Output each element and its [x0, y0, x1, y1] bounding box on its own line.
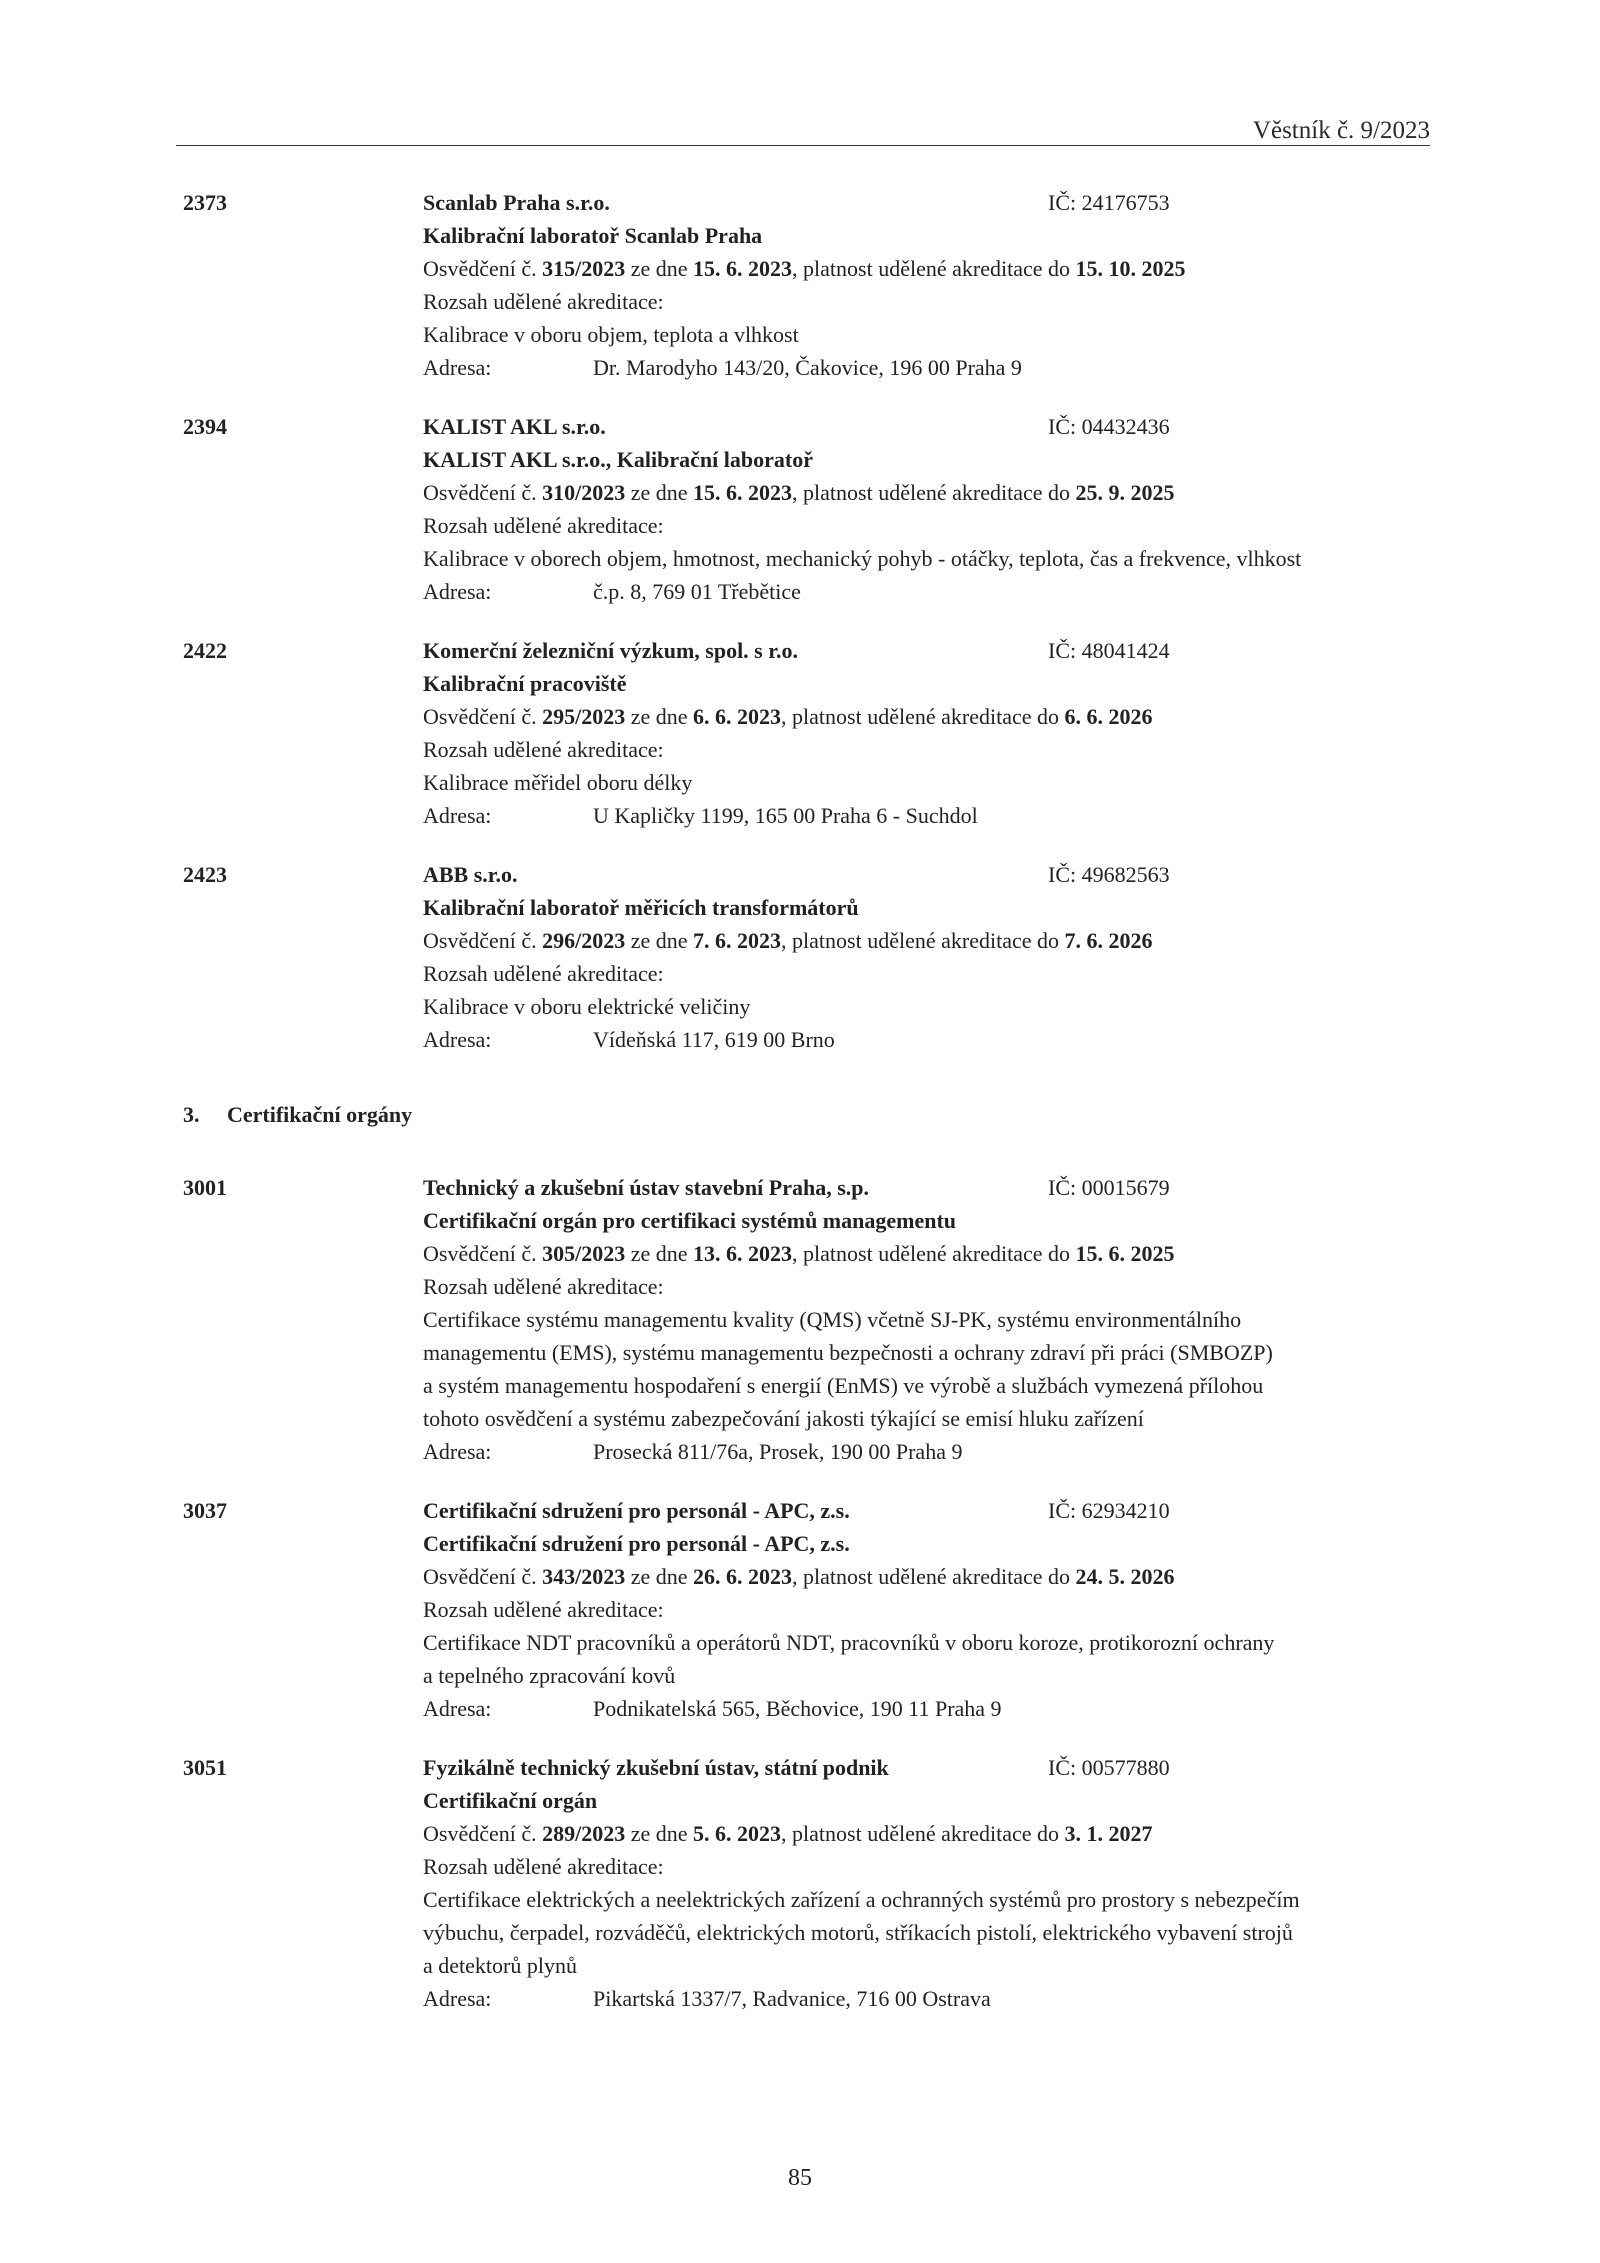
- cert-prefix: Osvědčení č.: [423, 256, 543, 281]
- cert-mid2: , platnost udělené akreditace do: [792, 1241, 1076, 1266]
- cert-valid-until: 25. 9. 2025: [1075, 480, 1175, 505]
- certificate-line: [423, 1560, 1433, 1593]
- address-value: Dr. Marodyho 143/20, Čakovice, 196 00 Praha 9: [593, 355, 1022, 380]
- cert-mid: ze dne: [625, 256, 694, 281]
- certification-entries: [183, 1171, 1433, 2015]
- entry-body: [423, 858, 1433, 1056]
- cert-mid: ze dne: [625, 1241, 694, 1266]
- cert-date: 26. 6. 2023: [693, 1564, 793, 1589]
- entry-number: 2422: [183, 638, 227, 663]
- organization-name: ABB s.r.o.: [423, 862, 518, 887]
- certificate-line: [423, 252, 1433, 285]
- section-title: Certifikační orgány: [227, 1102, 413, 1127]
- scope-line: Certifikace elektrických a neelektrických zařízení a ochranných systémů pro prostory s nebezpečím: [423, 1887, 1300, 1912]
- header-title: Věstník č. 9/2023: [1252, 117, 1430, 144]
- address-label: Adresa:: [423, 1986, 492, 2011]
- cert-date: 5. 6. 2023: [693, 1821, 782, 1846]
- lab-name: Kalibrační laboratoř měřicích transformátorů: [423, 895, 859, 920]
- cert-date: 15. 6. 2023: [693, 480, 793, 505]
- scope-label: Rozsah udělené akreditace:: [423, 289, 664, 314]
- accreditation-entry: [183, 634, 1433, 832]
- address-value: č.p. 8, 769 01 Třebětice: [593, 579, 801, 604]
- cert-number: 343/2023: [542, 1564, 626, 1589]
- entry-header-line: [423, 1751, 1433, 1784]
- cert-mid2: , platnost udělené akreditace do: [781, 928, 1065, 953]
- cert-valid-until: 6. 6. 2026: [1064, 704, 1153, 729]
- ico-number: IČ: 04432436: [1048, 414, 1170, 439]
- cert-date: 6. 6. 2023: [693, 704, 782, 729]
- scope-label: Rozsah udělené akreditace:: [423, 513, 664, 538]
- address-line: [423, 799, 1433, 832]
- accreditation-entry: [183, 858, 1433, 1056]
- ico-number: IČ: 49682563: [1048, 862, 1170, 887]
- scope-line: tohoto osvědčení a systému zabezpečování jakosti týkající se emisí hluku zařízení: [423, 1406, 1144, 1431]
- lab-name: Certifikační orgán pro certifikaci systémů managementu: [423, 1208, 957, 1233]
- scope-label: Rozsah udělené akreditace:: [423, 1597, 664, 1622]
- address-line: [423, 351, 1433, 384]
- address-label: Adresa:: [423, 355, 492, 380]
- scope-label: Rozsah udělené akreditace:: [423, 961, 664, 986]
- address-value: Vídeňská 117, 619 00 Brno: [593, 1027, 835, 1052]
- certificate-line: [423, 924, 1433, 957]
- cert-number: 305/2023: [542, 1241, 626, 1266]
- organization-name: Scanlab Praha s.r.o.: [423, 190, 610, 215]
- scope-label: Rozsah udělené akreditace:: [423, 1854, 664, 1879]
- scope-label: Rozsah udělené akreditace:: [423, 1274, 664, 1299]
- scope-text: Kalibrace měřidel oboru délky: [423, 770, 693, 795]
- certificate-line: [423, 476, 1433, 509]
- cert-mid2: , platnost udělené akreditace do: [781, 704, 1065, 729]
- certificate-line: [423, 700, 1433, 733]
- entry-body: [423, 1494, 1433, 1725]
- cert-prefix: Osvědčení č.: [423, 1821, 543, 1846]
- scope-line: Certifikace systému managementu kvality (QMS) včetně SJ-PK, systému environmentálního: [423, 1307, 1242, 1332]
- scope-line: a tepelného zpracování kovů: [423, 1663, 676, 1688]
- section-number: 3.: [183, 1102, 200, 1127]
- entry-number: 2373: [183, 190, 227, 215]
- address-line: [423, 1023, 1433, 1056]
- scope-text: Kalibrace v oborech objem, hmotnost, mechanický pohyb - otáčky, teplota, čas a frekvence, vlhkost: [423, 546, 1302, 571]
- address-value: U Kapličky 1199, 165 00 Praha 6 - Suchdol: [593, 803, 978, 828]
- entry-number: 3037: [183, 1498, 227, 1523]
- certificate-line: [423, 1817, 1433, 1850]
- cert-mid2: , platnost udělené akreditace do: [781, 1821, 1065, 1846]
- cert-valid-until: 7. 6. 2026: [1064, 928, 1153, 953]
- cert-valid-until: 24. 5. 2026: [1075, 1564, 1175, 1589]
- cert-valid-until: 15. 6. 2025: [1075, 1241, 1175, 1266]
- cert-prefix: Osvědčení č.: [423, 1241, 543, 1266]
- accreditation-entry: [183, 1494, 1433, 1725]
- entry-number: 3001: [183, 1175, 227, 1200]
- accreditation-entry: [183, 410, 1433, 608]
- cert-number: 310/2023: [542, 480, 626, 505]
- address-value: Pikartská 1337/7, Radvanice, 716 00 Ostrava: [593, 1986, 991, 2011]
- cert-mid: ze dne: [625, 1821, 694, 1846]
- scope-label: Rozsah udělené akreditace:: [423, 737, 664, 762]
- organization-name: Technický a zkušební ústav stavební Praha, s.p.: [423, 1175, 870, 1200]
- address-label: Adresa:: [423, 1696, 492, 1721]
- address-value: Podnikatelská 565, Běchovice, 190 11 Praha 9: [593, 1696, 1002, 1721]
- entry-header-line: [423, 410, 1433, 443]
- scope-text: [423, 1303, 1433, 1435]
- ico-number: IČ: 62934210: [1048, 1498, 1170, 1523]
- entry-header-line: [423, 634, 1433, 667]
- address-line: [423, 1692, 1433, 1725]
- entry-header-line: [423, 858, 1433, 891]
- scope-line: a detektorů plynů: [423, 1953, 577, 1978]
- cert-prefix: Osvědčení č.: [423, 704, 543, 729]
- cert-number: 315/2023: [542, 256, 626, 281]
- cert-number: 289/2023: [542, 1821, 626, 1846]
- ico-number: IČ: 00015679: [1048, 1175, 1170, 1200]
- entry-number: 2423: [183, 862, 227, 887]
- entry-header-line: [423, 186, 1433, 219]
- scope-text: [423, 1883, 1433, 1982]
- scope-line: výbuchu, čerpadel, rozváděčů, elektrických motorů, stříkacích pistolí, elektrického vybavení strojů: [423, 1920, 1293, 1945]
- cert-date: 13. 6. 2023: [693, 1241, 793, 1266]
- scope-text: [423, 1626, 1433, 1692]
- cert-number: 295/2023: [542, 704, 626, 729]
- cert-mid2: , platnost udělené akreditace do: [792, 1564, 1076, 1589]
- header-rule: [176, 145, 1430, 146]
- cert-prefix: Osvědčení č.: [423, 928, 543, 953]
- cert-mid: ze dne: [625, 1564, 694, 1589]
- lab-name: Certifikační orgán: [423, 1788, 598, 1813]
- certificate-line: [423, 1237, 1433, 1270]
- laboratory-entries: [183, 186, 1433, 1056]
- cert-number: 296/2023: [542, 928, 626, 953]
- entry-body: [423, 1171, 1433, 1468]
- section-heading: [183, 1098, 1433, 1131]
- organization-name: Komerční železniční výzkum, spol. s r.o.: [423, 638, 798, 663]
- cert-mid: ze dne: [625, 480, 694, 505]
- address-label: Adresa:: [423, 1027, 492, 1052]
- entry-number: 2394: [183, 414, 227, 439]
- lab-name: Certifikační sdružení pro personál - APC, z.s.: [423, 1531, 850, 1556]
- address-line: [423, 575, 1433, 608]
- cert-mid: ze dne: [625, 704, 694, 729]
- cert-prefix: Osvědčení č.: [423, 480, 543, 505]
- cert-date: 15. 6. 2023: [693, 256, 793, 281]
- page-number: 85: [788, 2165, 812, 2191]
- document-content: [183, 186, 1433, 2041]
- address-label: Adresa:: [423, 579, 492, 604]
- entry-number: 3051: [183, 1755, 227, 1780]
- cert-valid-until: 15. 10. 2025: [1075, 256, 1186, 281]
- scope-line: managementu (EMS), systému managementu bezpečnosti a ochrany zdraví při práci (SMBOZP): [423, 1340, 1273, 1365]
- entry-header-line: [423, 1494, 1433, 1527]
- lab-name: Kalibrační laboratoř Scanlab Praha: [423, 223, 763, 248]
- accreditation-entry: [183, 1171, 1433, 1468]
- ico-number: IČ: 24176753: [1048, 190, 1170, 215]
- lab-name: Kalibrační pracoviště: [423, 671, 627, 696]
- address-line: [423, 1435, 1433, 1468]
- ico-number: IČ: 00577880: [1048, 1755, 1170, 1780]
- entry-header-line: [423, 1171, 1433, 1204]
- entry-body: [423, 186, 1433, 384]
- accreditation-entry: [183, 186, 1433, 384]
- entry-body: [423, 410, 1433, 608]
- organization-name: KALIST AKL s.r.o.: [423, 414, 606, 439]
- scope-text: Kalibrace v oboru objem, teplota a vlhkost: [423, 322, 799, 347]
- address-label: Adresa:: [423, 803, 492, 828]
- cert-valid-until: 3. 1. 2027: [1064, 1821, 1153, 1846]
- lab-name: KALIST AKL s.r.o., Kalibrační laboratoř: [423, 447, 813, 472]
- entry-body: [423, 1751, 1433, 2015]
- scope-text: Kalibrace v oboru elektrické veličiny: [423, 994, 751, 1019]
- ico-number: IČ: 48041424: [1048, 638, 1170, 663]
- cert-mid: ze dne: [625, 928, 694, 953]
- cert-date: 7. 6. 2023: [693, 928, 782, 953]
- scope-line: a systém managementu hospodaření s energií (EnMS) ve výrobě a službách vymezená přílohou: [423, 1373, 1264, 1398]
- entry-body: [423, 634, 1433, 832]
- cert-prefix: Osvědčení č.: [423, 1564, 543, 1589]
- accreditation-entry: [183, 1751, 1433, 2015]
- cert-mid2: , platnost udělené akreditace do: [792, 480, 1076, 505]
- address-label: Adresa:: [423, 1439, 492, 1464]
- organization-name: Fyzikálně technický zkušební ústav, státní podnik: [423, 1755, 889, 1780]
- address-value: Prosecká 811/76a, Prosek, 190 00 Praha 9: [593, 1439, 963, 1464]
- organization-name: Certifikační sdružení pro personál - APC, z.s.: [423, 1498, 850, 1523]
- cert-mid2: , platnost udělené akreditace do: [792, 256, 1076, 281]
- address-line: [423, 1982, 1433, 2015]
- scope-line: Certifikace NDT pracovníků a operátorů NDT, pracovníků v oboru koroze, protikorozní ochrany: [423, 1630, 1275, 1655]
